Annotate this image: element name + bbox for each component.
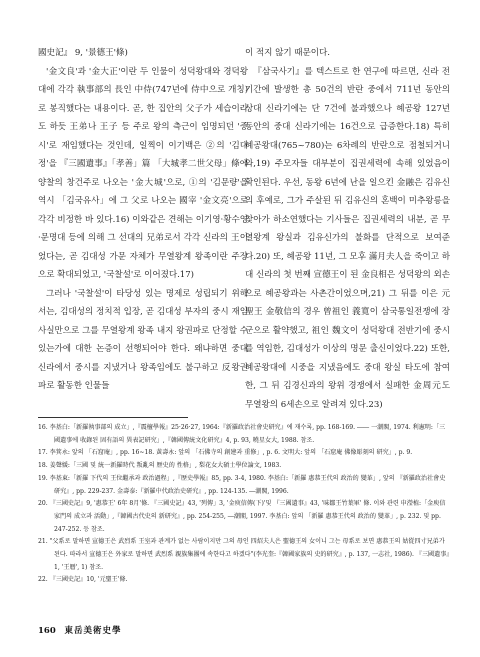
- footnote-18: 18. 姜聲媛:「三國 및 統一新羅時代 叛亂의 歷史的 性格」, 梨花女大碩士學位論文, 1983.: [38, 462, 282, 470]
- footnote-22: 22. 『三國史記』10, '元聖王'條.: [38, 576, 128, 584]
- footnote-17: 17. 李箕永: 앞의 「石窟庵」, pp. 16~18. 黃壽永: 앞의 「石佛寺의 創建과 重修」, p. 6. 文明大: 앞의 「石窟庵 佛像彫刻의 研究」, p. 9.: [38, 449, 413, 457]
- right-paragraph-1: 이 적지 않기 때문이다.: [245, 48, 330, 58]
- right-paragraph-2: 『삼국사기』를 텍스트로 한 연구에 따르면, 신라 전 기간에 발생한 총 50건의 반란 중에서 711년 동안의 상대 신라기에는 단 7건에 불과했으나 혜공왕 127년 동안의 중대 신라기에는 16건으로 급증한다.18) 특히 혜공왕대(765~780)는 6차례의 반란으로 점철되거니와,19) 주모자들 대부분이 집권세력에 속해 있었음이 확인된다. 우선, 동왕 6년에 난을 일으킨 金融은 김유신의 후예로, 그가 주살된 뒤 김유신의 혼백이 미추왕릉을 찾아가 하소연했다는 기사들은 집권세력의 내분, 곧 무열왕계 왕실과 김유신가의 불화를 단적으로 보여준다.20) 또, 혜공왕 11년, 그 모후 滿月夫人을 죽이고 하대 신라의 첫 번째 宣德王이 된 金良相은 성덕왕의 외손으로 혜공왕과는 사촌간이었으며,21) 그 뒤를 이은 元聖王 金敬信의 경우 曾祖인 義寬이 삼국통일전쟁에 장군으로 활약했고, 祖인 魏文이 성덕왕대 전반기에 중시를 역임한, 김대성가 이상의 명문 출신이었다.22) 또한, 혜공왕대에 시중을 지냈음에도 중대 왕실 타도에 참여한, 그 뒤 김경신과의 왕위 경쟁에서 실패한 金周元도 무열왕의 6세손으로 알려져 있다.23): [245, 66, 450, 410]
- footnote-divider: [38, 417, 188, 418]
- left-paragraph-3: 그러나 '국찰설'이 타당성 있는 명제로 성립되기 위해서는, 김대성의 정치적 입장, 곧 김대성 부자의 중시 재임 사실만으로 그를 무열왕계 왕족 내지 왕권파로 단정할 수 있는가에 대한 논증이 선행되어야 한다. 왜냐하면 중대 신라에서 중시를 지냈거나 왕족임에도 불구하고 反왕권파로 활동한 인물들: [38, 288, 248, 391]
- journal-name: 東岳美術史學: [64, 626, 122, 636]
- page-number: 160: [38, 626, 56, 636]
- footnotes: [38, 422, 450, 587]
- footnote-19: 19. 李基東:「新羅 下代의 王位繼承과 政治過程」,『歷史學報』85, pp. 3-4, 1980. 李基白:「新羅 惠恭王代의 政治的 變革」, 앞의 『新羅政治社會史研究』, pp. 229-237. 金壽泰:『新羅中代政治史研究』, pp. 124-135. ―潮閣, 1996.: [38, 474, 446, 495]
- footnote-20: 20. 『三國史記』9, '惠恭王' 6年 8月'條. 『三國史記』43, '列傳」3, '金庾信傳(下)'및 『三國遺事』43, '味鄒王竹葉軍' 條. 이와 관련 申瀅植:「金庾信家門의 成立과 活動」,『韓國古代史의 新研究』, pp. 254-255, ―潮閣, 1997. 李基白: 앞의 「新羅 惠恭王代의 政治的 變革」, p. 232. 및 pp. 247-252. 등 참조.: [38, 500, 446, 533]
- left-paragraph-2: '金文良'과 '金大正'이란 두 인물이 성덕왕대와 경덕왕대에 각각 執事部의 長인 中侍(747년에 侍中으로 개칭)로 봉직했다는 내용이다. 곧, 한 집안의 父子가 세습이라도 하듯 王弟나 王子 등 주로 왕의 측근이 임명되던 '중시'로 재임했다는 것인데, 일찍이 이기백은 ②의 '김대정'을 『三國遺事』「孝善」篇 「大城孝二世父母」條에 양찰의 창건주로 나오는 '金大城'으로, ①의 '김문량'을 역시 「김국유사」에 그 父로 나오는 國宰 '金文亮'으로 각각 비정한 바 있다.16) 이와같은 견해는 이기영·황수영·문명대 등에 의해 그 선대의 兄弟로서 각각 신라의 王이었다는, 곧 김대성 가문 자체가 무열왕계 왕족이란 주장으로 확대되었고, '국찰설'로 이어졌다.17): [38, 66, 248, 280]
- left-text-column: [38, 44, 248, 396]
- right-text-column: [245, 44, 450, 414]
- footnote-21: 21. "父系로 말하면 宣德王은 武烈系 王室과 관계가 없는 사람이지만 그의 母인 四炤夫人은 聖德王의 女이니 그는 母系로 보면 惠恭王의 姑從四寸兄弟가 된다. 따라서 宣德王은 外家로 말하면 武烈系 親族集團에 속한다고 하겠다"(李光奎:『韓國家族의 史的研究』, p. 137, 一志社, 1986). 『三國遺事』1, '王曆', 1) 참조.: [38, 538, 450, 571]
- page-footer: [38, 624, 121, 636]
- left-paragraph-1: 國史記』 9, '景德王'條): [38, 48, 128, 58]
- footnote-16: 16. 李基白:「新羅執事部의 成立」,『震檀學報』25·26·27, 1964:『新羅政治社會史研究』에 재수록, pp. 168-169. ―― 一潮閣, 1974. 利憲明:「三國遺事에 收錄된 固有語의 異表記研究」,『韓國傳統文化研究』4, p. 93, 曉星女大, 1988. 참조.: [38, 424, 446, 444]
